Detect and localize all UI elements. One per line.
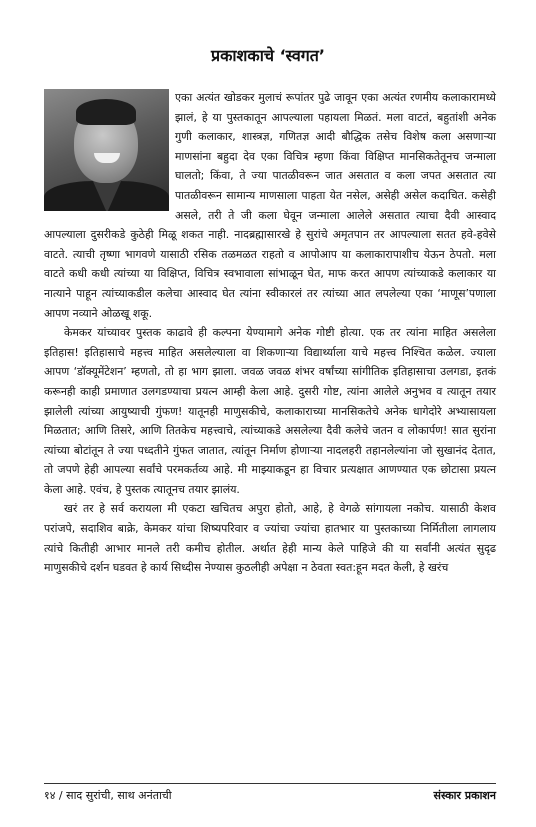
body-text: [44, 88, 496, 578]
paragraph: खरं तर हे सर्व करायला मी एकटा खचितच अपुरा होतो, आहे, हे वेगळे सांगायला नकोच. यासाठी केशव परांजपे, सदाशिव बाक्रे, केमकर यांचा शिष्यपरिवार व ज्यांचा ज्यांचा हातभार या पुस्तकाच्या निर्मितीला लागलाय त्यांचे कितीही आभार मानले तरी कमीच होतील. अर्थात हेही मान्य केले पाहिजे की या सर्वांनी अत्यंत सुदृढ माणुसकीचे दर्शन घडवत हे कार्य सिध्दीस नेण्यास कुठलीही अपेक्षा न ठेवता स्वत:हून मदत केली, हे खरंच: [44, 502, 496, 575]
footer-page-info: १४ / साद सुरांची, साथ अनंताची: [44, 789, 172, 802]
paragraph: केमकर यांच्यावर पुस्तक काढावे ही कल्पना येण्यामागे अनेक गोष्टी होत्या. एक तर त्यांना माहित असलेला इतिहास! इतिहासाचे महत्त्व माहित असलेल्याला वा शिकणाऱ्या विद्यार्थ्याला याचे महत्त्व निश्चित कळेल. ज्याला आपण ‘डॉक्यूमेंटेशन’ म्हणतो, तो हा भाग झाला. जवळ जवळ शंभर वर्षांच्या सांगीतिक इतिहासाचा उलगडा, इतकं करूनही काही प्रमाणात उलगडण्याचा प्रयत्न आम्ही केला आहे. दुसरी गोष्ट, त्यांना आलेले अनुभव व त्यातून तयार झालेली त्यांच्या आयुष्याची गुंफण! यातूनही माणुसकीचे, कलाकाराच्या मानसिकतेचे अनेक धागेदोरे अभ्यासायला मिळतात; आणि तिसरे, आणि तितकेच महत्त्वाचे, त्यांच्याकडे असलेल्या दैवी कलेचे जतन व लोकार्पण! सात सुरांना त्यांच्या बोटांतून ते ज्या पध्दतीने गुंफत जातात, त्यांतून निर्माण होणाऱ्या नादलहरी तहानलेल्यांना जो सुखानंद देतात, तो जपणे हेही आपल्या सर्वांचे परमकर्तव्य आहे. मी माझ्याकडून हा विचार प्रत्यक्षात आणण्यात एक छोटासा प्रयत्न केला आहे. एवंच, हे पुस्तक त्यातूनच तयार झालंय.: [44, 326, 496, 496]
footer-divider: [44, 783, 496, 784]
paragraph: एका अत्यंत खोडकर मुलाचं रूपांतर पुढे जावून एका अत्यंत रणमीय कलाकारामध्ये झालं, हे या पुस्तकातून आपल्याला पहायला मिळतं. मला वाटतं, बहुतांशी अनेक गुणी कलाकार, शास्त्रज्ञ, गणितज्ञ आदी बौद्धिक तसेच विशेष कला असणाऱ्या माणसांना बहुदा देव एका विचित्र म्हणा किंवा विक्षिप्त मानसिकतेतूनच जन्माला घालतो; किंवा, ते ज्या पातळीवरून जात असतात व कला जपत असतात त्या पातळीवरून सामान्य माणसाला पाहता येत नसेल, असेही असेल कदाचित. कसेही असले, तरी ते जी कला घेवून जन्माला आलेले असतात त्याचा दैवी आस्वाद आपल्याला दुसरीकडे कुठेही मिळू शकत नाही. नादब्रह्मासारखे हे सुरांचे अमृतपान तर आपल्याला सतत हवे-हवेसे वाटते. त्याची तृष्णा भागवणे यासाठी रसिक तळमळत राहतो व आपोआप या कलाकारापाशीच येऊन ठेपतो. मला वाटते कधी कधी त्यांच्या या विक्षिप्त, विचित्र स्वभावाला सांभाळून घेत, माफ करत आपण त्यांच्याकडे कलाकार या नात्याने पाहून त्यांच्याकडील कलेचा आस्वाद घेत त्यांना स्वीकारलं तर त्यांच्या आत लपलेल्या एका ‘माणूस’पणाला आपण नव्याने ओळखू शकू.: [44, 91, 496, 320]
footer-publisher: संस्कार प्रकाशन: [433, 789, 496, 802]
page-title: प्रकाशकाचे ‘स्वगत’: [211, 46, 325, 65]
